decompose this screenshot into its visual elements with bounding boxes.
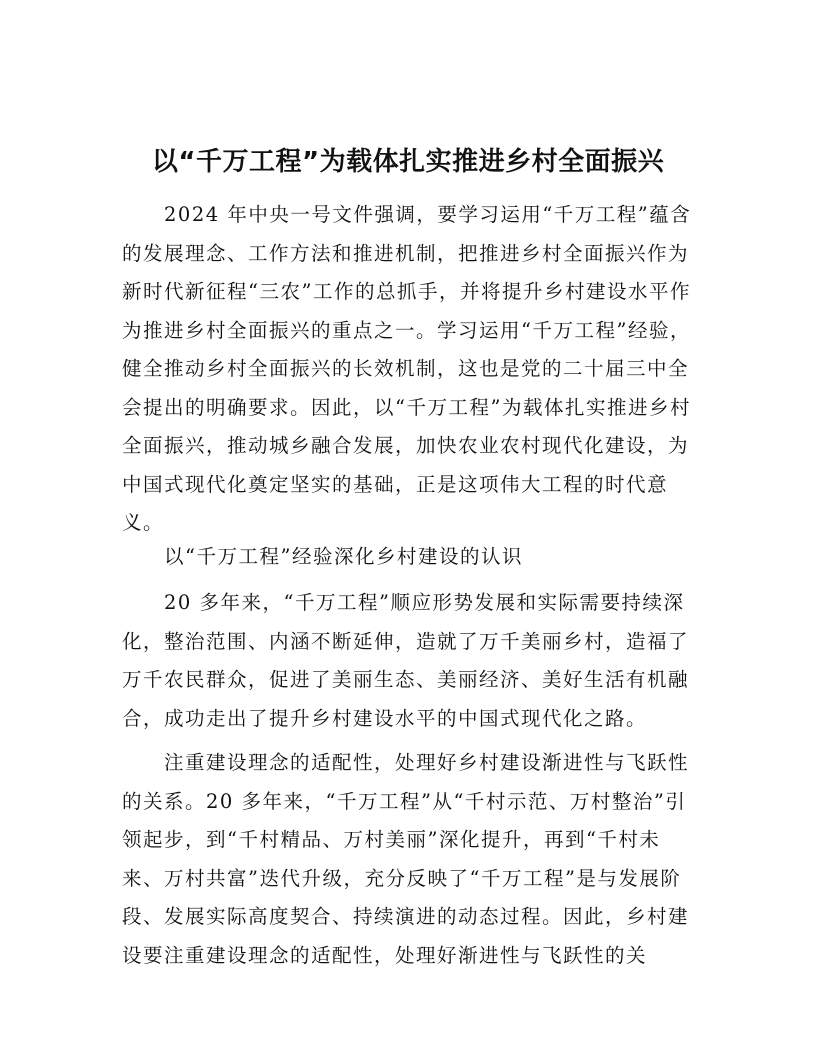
paragraph-adaptability: 注重建设理念的适配性，处理好乡村建设渐进性与飞跃性的关系。20 多年来，“千万工程”从“千村示范、万村整治”引领起步，到“千村精品、万村美丽”深化提升，再到“千村未来、万村共富”迭代升级，充分反映了“千万工程”是与发展阶段、发展实际高度契合、持续演进的动态过程。因此，乡村建设要注重建设理念的适配性，处理好渐进性与飞跃性的关 (122, 751, 690, 967)
paragraph-history: 20 多年来，“千万工程”顺应形势发展和实际需要持续深化，整治范围、内涵不断延伸，造就了万千美丽乡村，造福了万千农民群众，促进了美丽生态、美丽经济、美好生活有机融合，成功走出了提升乡村建设水平的中国式现代化之路。 (122, 591, 690, 730)
document-title: 以“千万工程”为载体扎实推进乡村全面振兴 (151, 147, 665, 177)
section-heading: 以“千万工程”经验深化乡村建设的认识 (164, 545, 523, 568)
paragraph-intro: 2024 年中央一号文件强调，要学习运用“千万工程”蕴含的发展理念、工作方法和推进机制，把推进乡村全面振兴作为新时代新征程“三农”工作的总抓手，并将提升乡村建设水平作为推进乡村全面振兴的重点之一。学习运用“千万工程”经验，健全推动乡村全面振兴的长效机制，这也是党的二十届三中全会提出的明确要求。因此，以“千万工程”为载体扎实推进乡村全面振兴，推动城乡融合发展，加快农业农村现代化建设，为中国式现代化奠定坚实的基础，正是这项伟大工程的时代意义。 (122, 203, 692, 534)
